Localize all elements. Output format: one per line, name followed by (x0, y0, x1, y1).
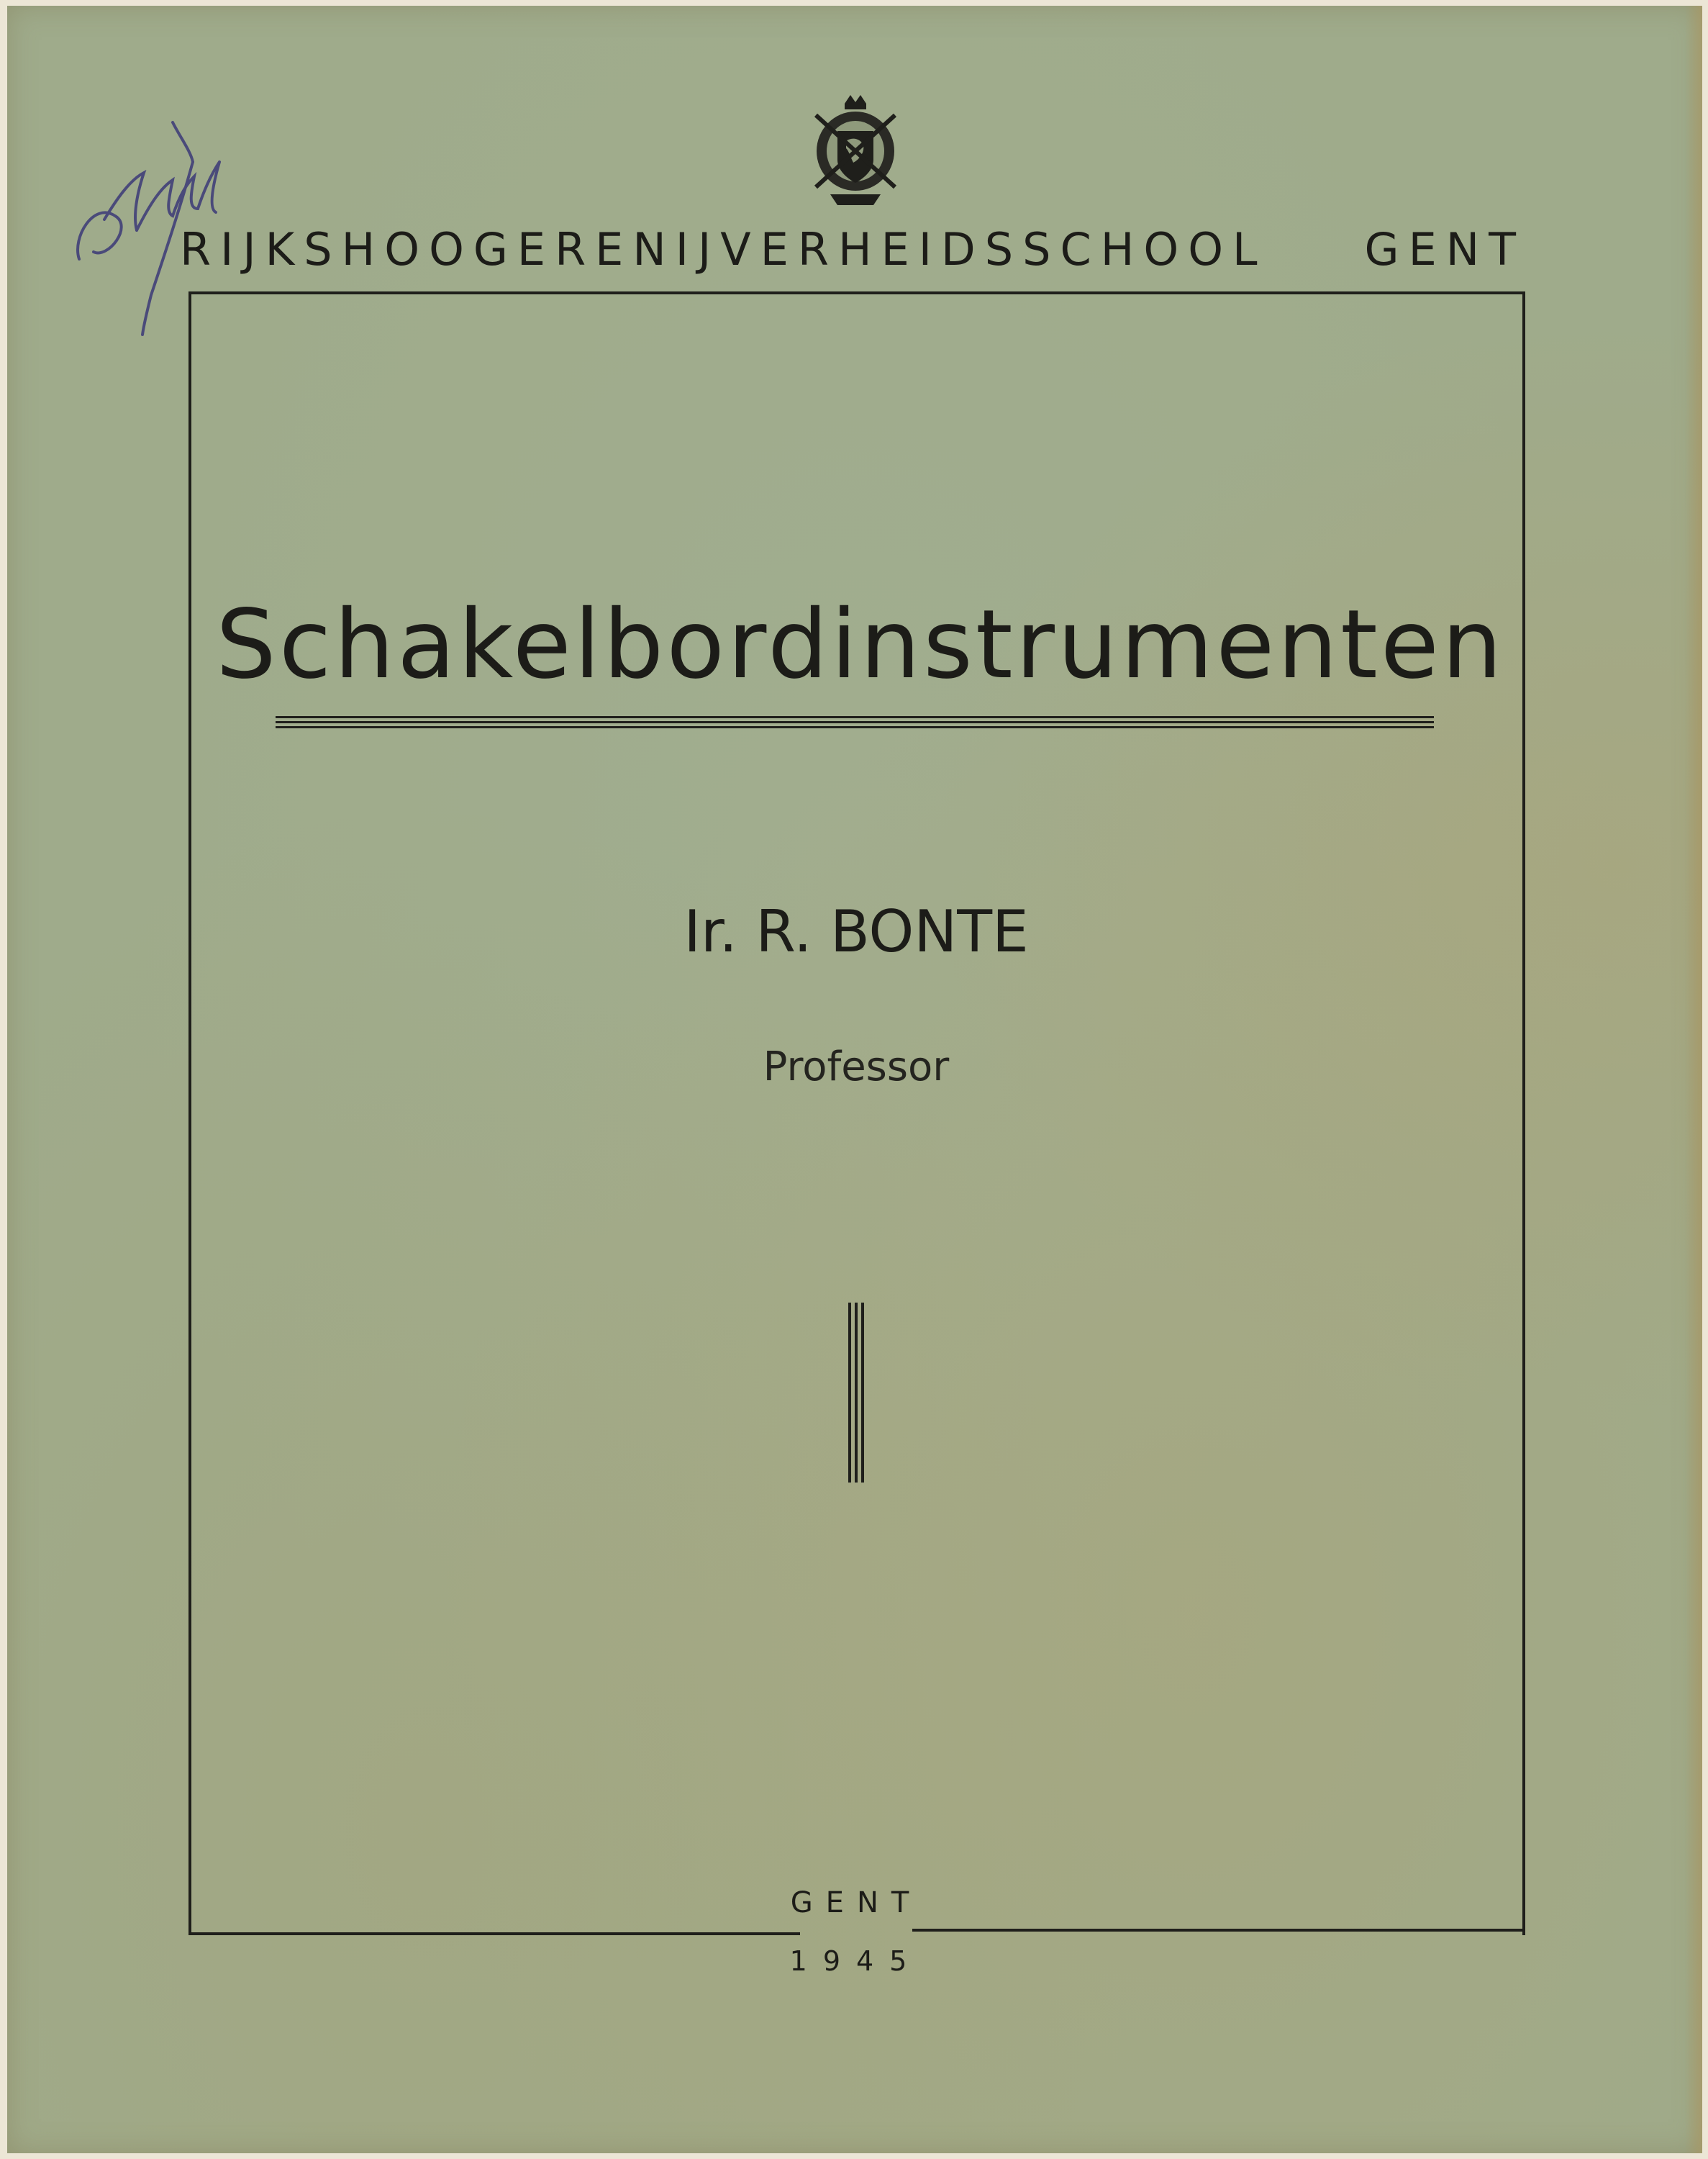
school-name: RIJKSHOOGERENIJVERHEIDSSCHOOL (180, 223, 1267, 276)
school-header (180, 223, 1532, 276)
title-underline (276, 716, 1434, 730)
volume-rule (847, 1303, 866, 1483)
frame-bottom-right-rule (912, 1929, 1522, 1932)
belgian-coat-of-arms-icon (809, 94, 902, 209)
school-city: GENT (1364, 223, 1525, 276)
cover-frame (188, 291, 1525, 1935)
frame-bottom-left-rule (188, 1932, 800, 1935)
author-name: Ir. R. BONTE (683, 898, 1029, 965)
book-title: Schakelbordinstrumenten (216, 589, 1505, 700)
author-role: Professor (763, 1044, 950, 1090)
paper-edge (1685, 6, 1702, 2153)
publication-place: GENT (790, 1886, 922, 1919)
publication-year: 1945 (789, 1945, 923, 1977)
